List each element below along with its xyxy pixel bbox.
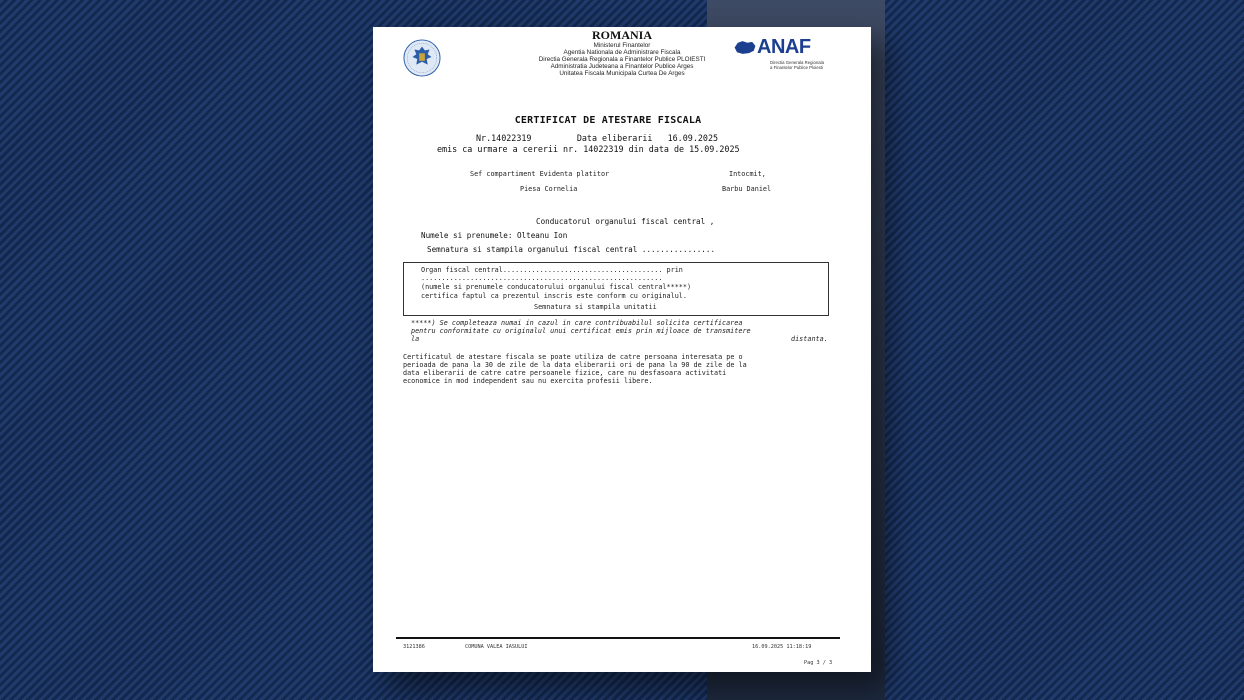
anaf-map-logo-icon (733, 39, 757, 56)
footer-rule (396, 637, 840, 639)
header-line: Administratia Judeteana a Finantelor Publice Arges (550, 63, 694, 70)
box-line: Organ fiscal central....................................... prin (421, 266, 683, 274)
signature-left-role: Sef compartiment Evidenta platitor (470, 170, 610, 178)
certificate-title: CERTIFICAT DE ATESTARE FISCALA (514, 115, 702, 126)
anaf-subtext: a Finantelor Publice Ploiesti (770, 65, 824, 70)
anaf-subtext: Directia Generala Regionala (770, 60, 824, 65)
box-line: certifica faptul ca prezentul inscris este conform cu originalul. (421, 292, 687, 300)
footer-locality: COMUNA VALEA IASULUI (465, 644, 528, 650)
certificate-number-line: Nr.14022319 Data eliberarii 16.09.2025 (476, 133, 719, 143)
validity-line: data eliberarii de catre catre persoanele fizice, care nu desfasoara activitati (403, 369, 727, 377)
validity-line: perioada de pana la 30 de zile de la data eliberarii ori de pana la 90 de zile de la (403, 361, 747, 369)
footnote-line: distanta. (791, 335, 828, 343)
footer-timestamp: 16.09.2025 11:18:19 (752, 644, 812, 650)
footnote-line: pentru conformitate cu originalul unui certificat emis prin mijloace de transmitere (411, 327, 751, 335)
head-of-office-name: Numele si prenumele: Olteanu Ion (421, 231, 568, 240)
header-line: Agentia Nationala de Administrare Fiscala (563, 49, 681, 56)
header-line: Ministerul Finantelor (593, 42, 651, 49)
footer-code: 3121386 (403, 644, 425, 650)
validity-line: economice in mod independent sau nu exercita profesii libere. (403, 377, 653, 385)
certification-box (403, 262, 829, 316)
signature-right-name: Barbu Daniel (722, 185, 772, 193)
anaf-logo-text: ANAF (757, 36, 811, 58)
footnote-line: la (411, 335, 420, 343)
footnote-line: *****) Se completeaza numai in cazul in care contribuabilul solicita certificarea (411, 319, 743, 327)
head-of-office-stamp-line: Semnatura si stampila organului fiscal central ................ (427, 245, 716, 254)
document-page (373, 27, 871, 672)
box-line: (numele si prenumele conducatorului organului fiscal central*****) (421, 283, 692, 291)
head-of-office-title: Conducatorul organului fiscal central , (536, 217, 715, 226)
header-line: Unitatea Fiscala Municipala Curtea De Arges (559, 70, 685, 77)
signature-right-role: Intocmit, (729, 170, 766, 178)
signature-left-name: Piesa Cornelia (520, 185, 578, 193)
header-line: Directia Generala Regionala a Finantelor Publice PLOIESTI (538, 56, 706, 63)
anaf-logo (733, 36, 837, 58)
country-title: ROMANIA (592, 28, 652, 42)
validity-line: Certificatul de atestare fiscala se poate utiliza de catre persoana interesata pe o (403, 353, 743, 361)
box-line: ........................................................... (421, 274, 663, 282)
certificate-request-line: emis ca urmare a cererii nr. 14022319 din data de 15.09.2025 (437, 144, 740, 154)
box-stamp-label: Semnatura si stampila unitatii (534, 303, 657, 311)
footer-page-number: Pag 3 / 3 (804, 660, 833, 666)
